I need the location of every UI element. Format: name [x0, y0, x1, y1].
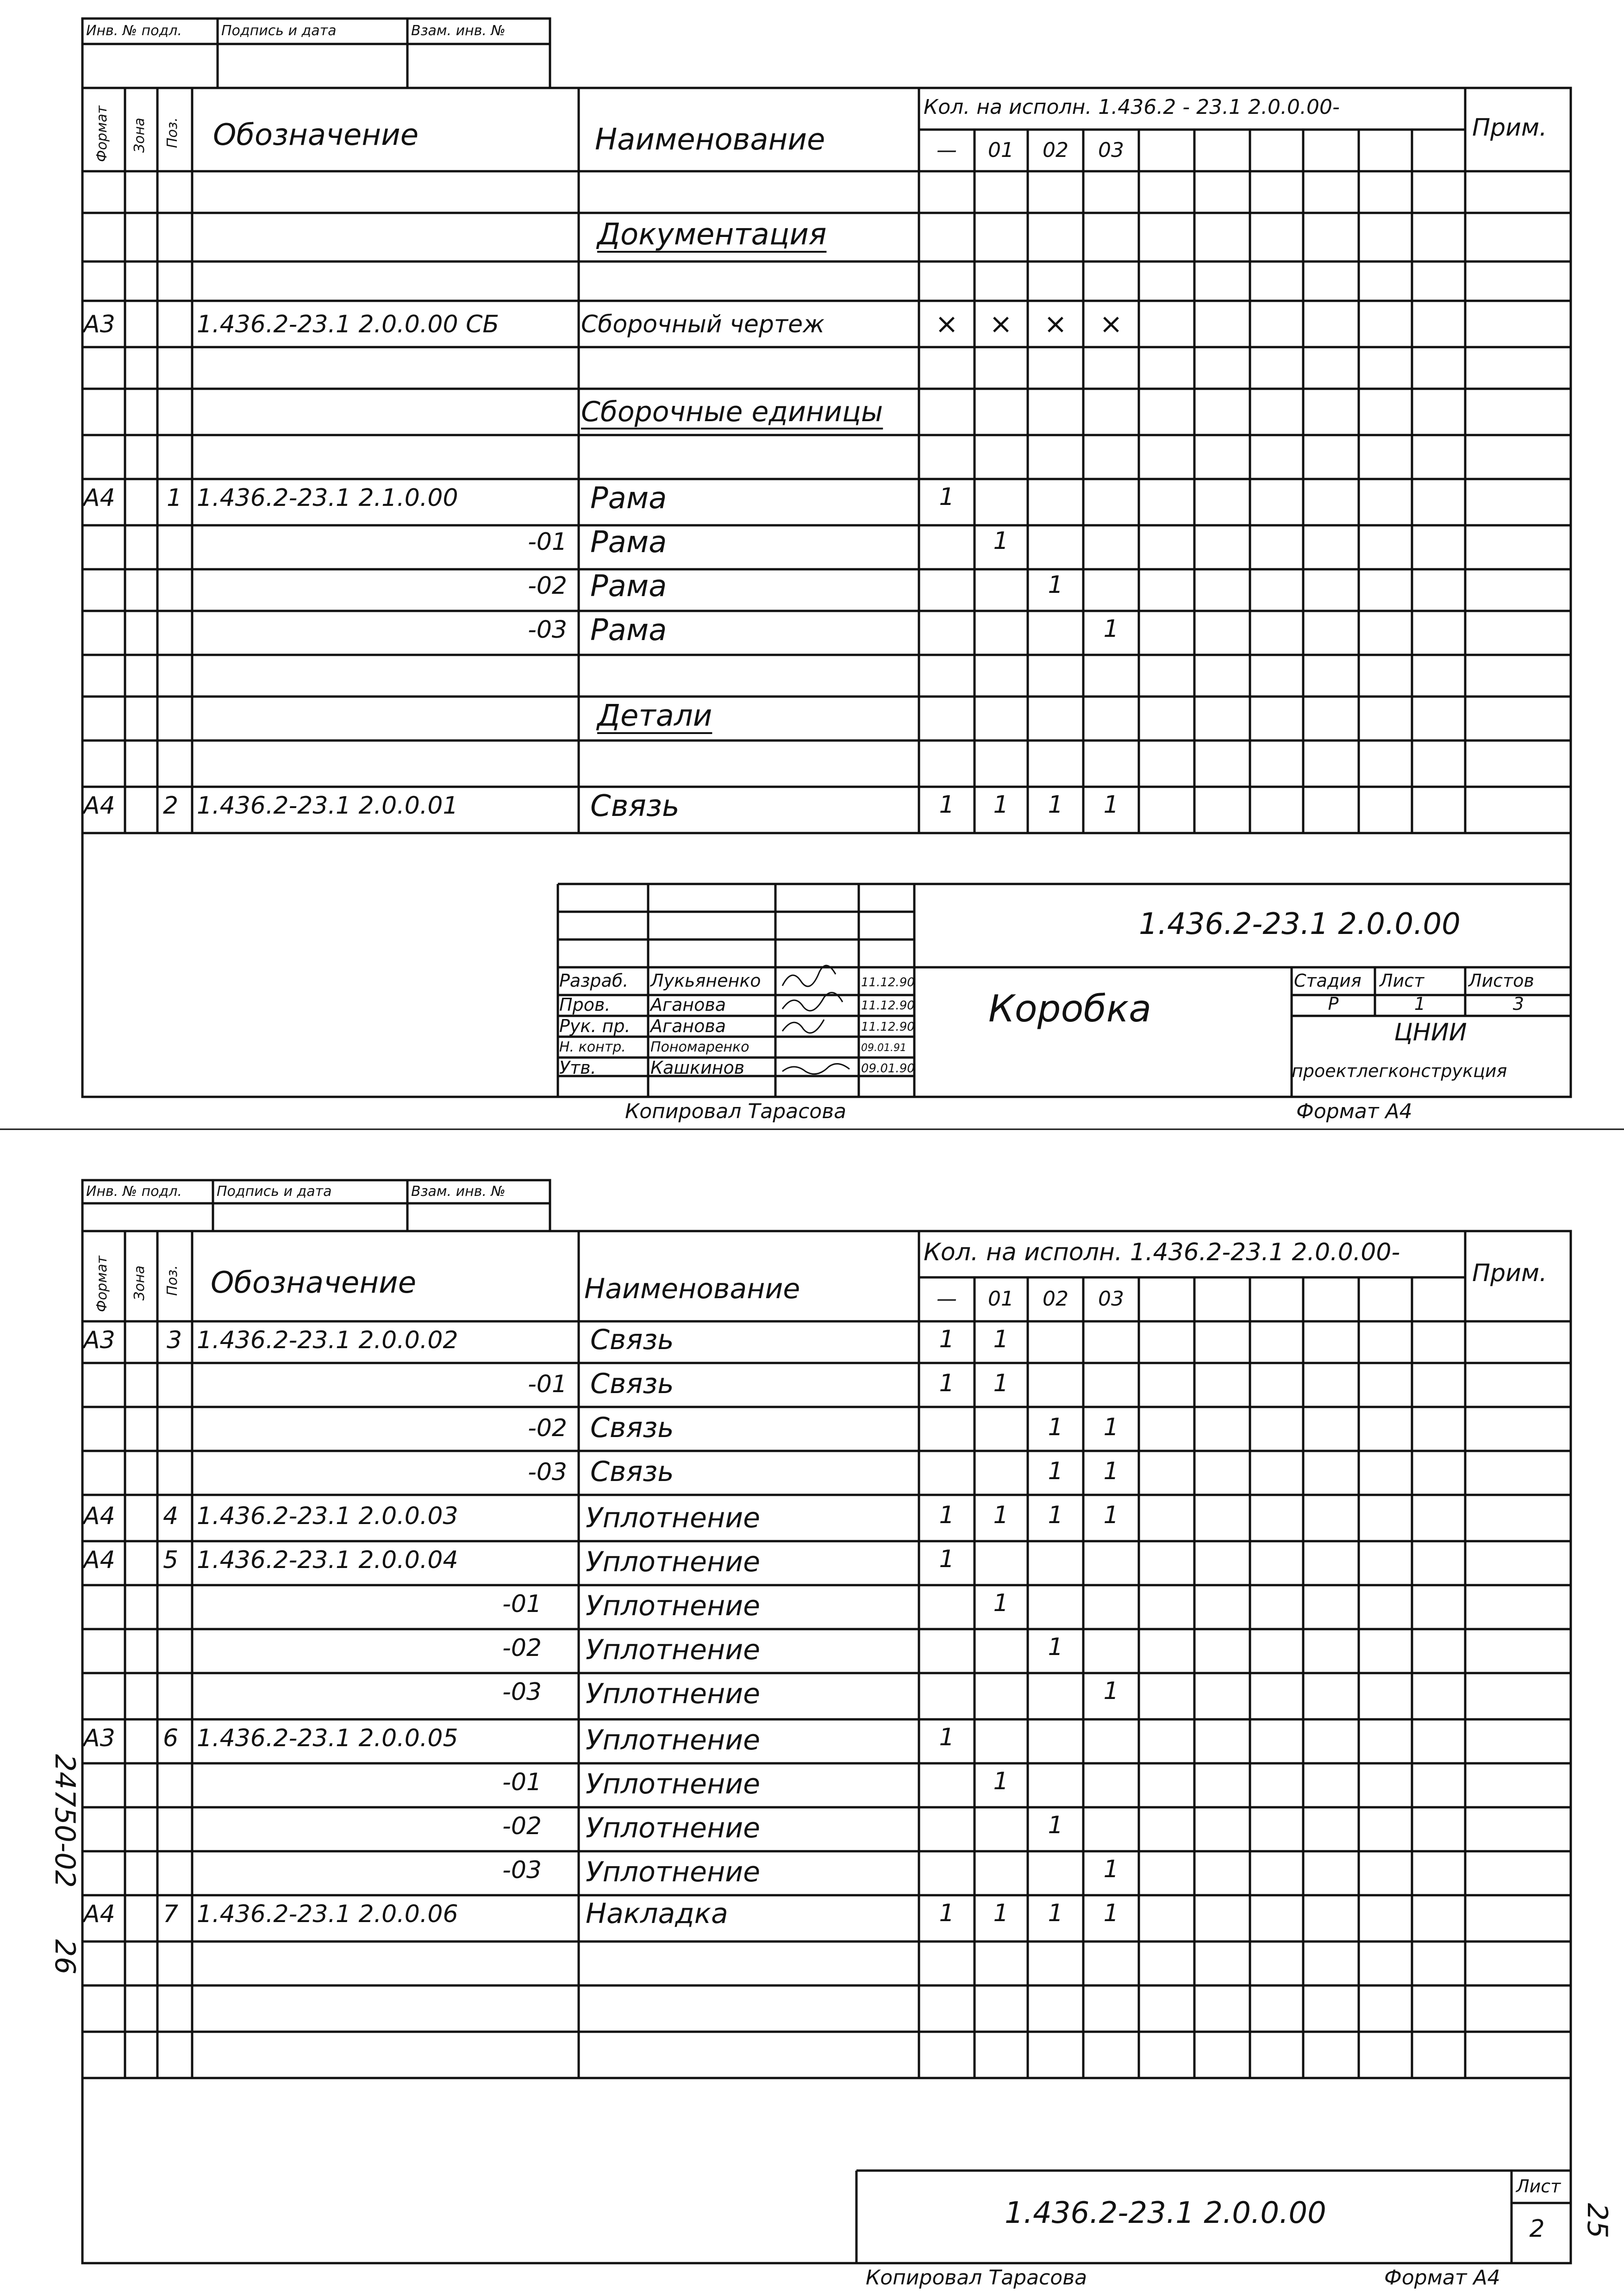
row-qty: 1 — [1048, 1633, 1063, 1661]
row-pos: 3 — [167, 1326, 182, 1354]
title-code: 1.436.2-23.1 2.0.0.00 — [1139, 907, 1461, 941]
row-qty: 1 — [1103, 1899, 1119, 1927]
format-label: Формат А4 — [1296, 1100, 1412, 1123]
row-name: Связь — [590, 1412, 674, 1444]
row-qty: 1 — [993, 1325, 1009, 1353]
row-designation: 1.436.2-23.1 2.0.0.00 СБ — [197, 311, 500, 338]
row-name: Связь — [590, 1456, 674, 1488]
row-designation: -03 — [528, 616, 567, 644]
title-sheet: 1 — [1414, 994, 1426, 1014]
col-format: Формат — [94, 106, 110, 162]
row-format: А3 — [83, 1326, 115, 1354]
row-qty: 1 — [1048, 1457, 1063, 1485]
row-pos: 1 — [167, 484, 182, 512]
title-sheets: 3 — [1512, 994, 1524, 1014]
row-pos: 2 — [163, 792, 179, 820]
row-qty: × — [989, 308, 1013, 340]
row-qty: 1 — [993, 791, 1009, 819]
row-name: Накладка — [586, 1898, 728, 1930]
variant-0: — — [937, 1287, 957, 1311]
row-designation: -02 — [528, 572, 567, 600]
row-format: А4 — [83, 1900, 115, 1928]
row-designation: -02 — [502, 1812, 542, 1840]
row-designation: 1.436.2-23.1 2.0.0.04 — [197, 1546, 458, 1574]
row-qty: 1 — [1103, 1457, 1119, 1485]
section-details: Детали — [597, 699, 712, 733]
person-date: 11.12.90 — [861, 999, 915, 1013]
row-qty: 1 — [1103, 615, 1119, 643]
title-code: 1.436.2-23.1 2.0.0.00 — [1005, 2196, 1326, 2230]
title-sheets-label: Листов — [1468, 971, 1534, 991]
row-qty: 1 — [1103, 1855, 1119, 1883]
side-page-number: 26 — [49, 1939, 81, 1975]
row-designation: -03 — [502, 1856, 542, 1884]
col-name: Наименование — [595, 123, 825, 157]
row-qty: 1 — [1048, 1811, 1063, 1839]
variant-02: 02 — [1043, 1287, 1068, 1311]
col-note: Прим. — [1472, 114, 1547, 142]
variant-0: — — [937, 138, 957, 162]
col-format: Формат — [94, 1256, 110, 1312]
row-name: Уплотнение — [586, 1812, 761, 1844]
row-qty: 1 — [939, 791, 955, 819]
title-stage: Р — [1328, 994, 1339, 1014]
row-qty: × — [935, 308, 959, 340]
row-qty: 1 — [1103, 1677, 1119, 1705]
row-qty: 1 — [1048, 1413, 1063, 1441]
row-qty: 1 — [1048, 1501, 1063, 1529]
row-qty: 1 — [1048, 1899, 1063, 1927]
row-name: Связь — [590, 789, 680, 823]
title-stage-label: Стадия — [1294, 971, 1362, 991]
person-role: Пров. — [559, 995, 611, 1015]
row-name: Уплотнение — [586, 1502, 761, 1534]
row-qty: 1 — [1103, 791, 1119, 819]
person-name: Аганова — [650, 1016, 726, 1036]
row-qty: × — [1099, 308, 1123, 340]
header-sign-date: Подпись и дата — [217, 1183, 332, 1200]
row-qty: 1 — [993, 1369, 1009, 1397]
variant-01: 01 — [988, 138, 1014, 162]
row-format: А3 — [83, 1724, 115, 1752]
row-name: Уплотнение — [586, 1634, 761, 1666]
person-date: 11.12.90 — [861, 1020, 915, 1034]
header-vzam: Взам. инв. № — [411, 1183, 506, 1200]
row-designation: -01 — [528, 1370, 567, 1398]
person-role: Рук. пр. — [559, 1016, 631, 1036]
row-pos: 5 — [163, 1546, 179, 1574]
header-sign-date: Подпись и дата — [221, 23, 337, 39]
row-name: Связь — [590, 1324, 674, 1356]
person-role: Разраб. — [559, 971, 629, 991]
row-designation: 1.436.2-23.1 2.0.0.02 — [197, 1326, 458, 1354]
copied-by: Копировал Тарасова — [866, 2266, 1087, 2290]
row-qty: 1 — [939, 1545, 955, 1573]
row-format: А4 — [83, 1546, 115, 1574]
person-role: Утв. — [559, 1058, 596, 1078]
row-name: Уплотнение — [586, 1724, 761, 1756]
variant-03: 03 — [1098, 1287, 1124, 1311]
row-qty: 1 — [939, 1724, 955, 1751]
row-designation: -03 — [528, 1458, 567, 1486]
row-pos: 6 — [163, 1724, 179, 1752]
title-org-1: ЦНИИ — [1394, 1019, 1467, 1046]
person-name: Кашкинов — [650, 1058, 745, 1078]
row-format: А4 — [83, 1502, 115, 1530]
row-designation: -02 — [528, 1414, 567, 1442]
row-qty: 1 — [939, 1325, 955, 1353]
copied-by: Копировал Тарасова — [625, 1100, 847, 1123]
row-designation: 1.436.2-23.1 2.0.0.01 — [197, 792, 458, 820]
side-archive-number: 24750-02 — [49, 1754, 81, 1888]
row-designation: 1.436.2-23.1 2.0.0.03 — [197, 1502, 458, 1530]
row-qty: 1 — [939, 1899, 955, 1927]
row-qty: 1 — [993, 527, 1009, 555]
title-sheet: 2 — [1529, 2215, 1545, 2243]
row-designation: 1.436.2-23.1 2.0.0.05 — [197, 1724, 458, 1752]
row-qty: 1 — [993, 1767, 1009, 1795]
row-name: Уплотнение — [586, 1768, 761, 1800]
row-name: Рама — [590, 525, 667, 560]
variant-03: 03 — [1098, 138, 1124, 162]
row-pos: 4 — [163, 1502, 179, 1530]
row-pos: 7 — [163, 1900, 179, 1928]
variant-01: 01 — [988, 1287, 1014, 1311]
col-qty-title: Кол. на исполн. 1.436.2-23.1 2.0.0.00- — [924, 1238, 1400, 1266]
row-name: Уплотнение — [586, 1678, 761, 1710]
row-format: А3 — [83, 311, 115, 338]
row-designation: 1.436.2-23.1 2.1.0.00 — [197, 484, 458, 512]
col-qty-title: Кол. на исполн. 1.436.2 - 23.1 2.0.0.00- — [924, 95, 1340, 119]
person-name: Пономаренко — [650, 1039, 750, 1055]
row-qty: 1 — [1048, 571, 1063, 599]
row-qty: 1 — [1103, 1501, 1119, 1529]
title-product: Коробка — [988, 987, 1152, 1030]
row-name: Связь — [590, 1368, 674, 1400]
title-org-2: проектлегконструкция — [1292, 1061, 1507, 1081]
row-designation: -01 — [502, 1768, 542, 1796]
row-qty: × — [1043, 308, 1068, 340]
col-name: Наименование — [584, 1273, 800, 1305]
col-note: Прим. — [1472, 1259, 1547, 1287]
row-qty: 1 — [993, 1899, 1009, 1927]
variant-02: 02 — [1043, 138, 1068, 162]
section-docs: Документация — [597, 218, 827, 252]
col-pos: Поз. — [164, 117, 181, 148]
row-format: А4 — [83, 792, 115, 820]
row-qty: 1 — [1103, 1413, 1119, 1441]
header-vzam: Взам. инв. № — [411, 23, 506, 39]
row-qty: 1 — [993, 1589, 1009, 1617]
header-inv-no: Инв. № подл. — [86, 23, 182, 39]
header-inv-no: Инв. № подл. — [86, 1183, 182, 1200]
col-zone: Зона — [131, 1265, 148, 1300]
row-designation: -03 — [502, 1678, 542, 1706]
person-date: 11.12.90 — [861, 976, 915, 989]
title-sheet-label: Лист — [1380, 971, 1424, 991]
col-zone: Зона — [131, 118, 148, 153]
title-sheet-label: Лист — [1516, 2176, 1561, 2196]
col-designation: Обозначение — [213, 118, 419, 152]
person-role: Н. контр. — [559, 1039, 626, 1055]
row-name: Сборочный чертеж — [581, 311, 824, 338]
row-name: Рама — [590, 569, 667, 604]
row-qty: 1 — [1048, 791, 1063, 819]
row-name: Уплотнение — [586, 1856, 761, 1888]
row-designation: -01 — [528, 528, 567, 556]
col-pos: Поз. — [164, 1265, 181, 1296]
row-name: Рама — [590, 613, 667, 647]
row-designation: 1.436.2-23.1 2.0.0.06 — [197, 1900, 458, 1928]
row-name: Уплотнение — [586, 1590, 761, 1622]
page-number: 25 — [1581, 2203, 1613, 2239]
row-format: А4 — [83, 484, 115, 512]
col-designation: Обозначение — [211, 1266, 417, 1300]
row-designation: -02 — [502, 1634, 542, 1662]
section-assembly: Сборочные единицы — [581, 396, 883, 428]
person-name: Аганова — [650, 995, 726, 1015]
row-name: Рама — [590, 481, 667, 516]
format-label: Формат А4 — [1384, 2266, 1500, 2290]
row-designation: -01 — [502, 1590, 542, 1618]
row-qty: 1 — [993, 1501, 1009, 1529]
person-date: 09.01.91 — [861, 1042, 906, 1054]
row-qty: 1 — [939, 1501, 955, 1529]
row-name: Уплотнение — [586, 1546, 761, 1578]
person-name: Лукьяненко — [650, 971, 761, 991]
row-qty: 1 — [939, 483, 955, 511]
person-date: 09.01.90 — [861, 1062, 915, 1076]
row-qty: 1 — [939, 1369, 955, 1397]
